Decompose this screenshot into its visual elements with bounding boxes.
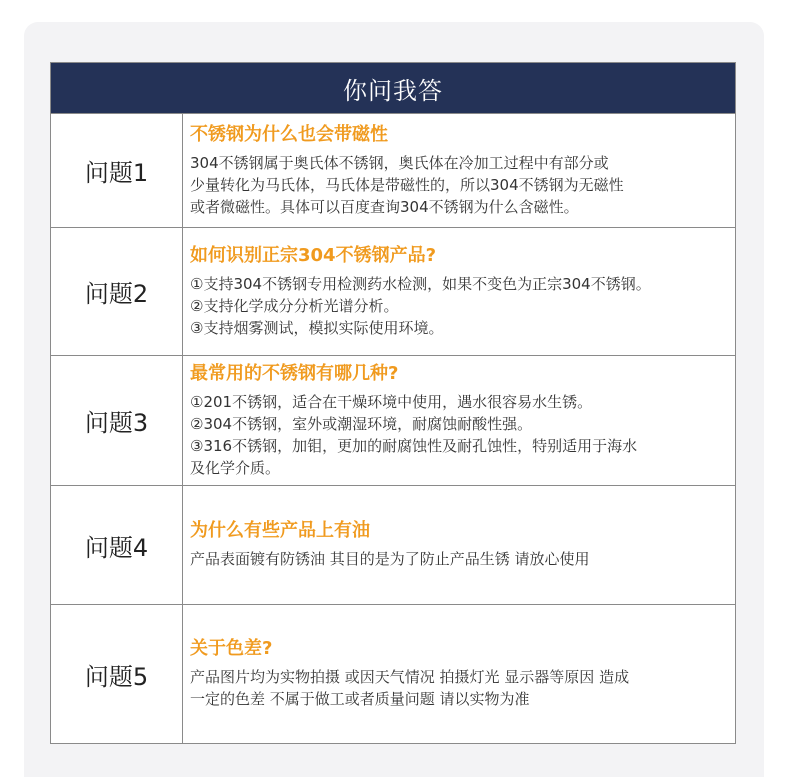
answer-line: ②304不锈钢，室外或潮湿环境，耐腐蚀耐酸性强。: [190, 414, 533, 433]
question-title-2: 如何识别正宗304不锈钢产品?: [190, 244, 437, 266]
answer-line: ③316不锈钢，加钼，更加的耐腐蚀性及耐孔蚀性，特别适用于海水: [190, 436, 638, 455]
answer-cell-1: [183, 114, 735, 227]
question-label-5: 问题5: [51, 605, 183, 743]
answer-line: ③支持烟雾测试，模拟实际使用环境。: [190, 318, 444, 337]
answer-line: 一定的色差 不属于做工或者质量问题 请以实物为准: [190, 690, 530, 708]
answer-line: ①支持304不锈钢专用检测药水检测，如果不变色为正宗304不锈钢。: [190, 274, 651, 293]
answer-cell-2: [183, 228, 735, 355]
answer-line: 及化学介质。: [190, 458, 281, 477]
answer-cell-5: [183, 605, 735, 743]
faq-header: [51, 63, 735, 113]
answer-cell-4: [183, 486, 735, 604]
faq-row-4: [51, 485, 735, 604]
question-title-5: 关于色差?: [190, 638, 273, 659]
question-title-1: 不锈钢为什么也会带磁性: [190, 123, 388, 145]
faq-row-5: [51, 604, 735, 743]
answer-line: 少量转化为马氏体，马氏体是带磁性的，所以304不锈钢为无磁性: [190, 175, 624, 194]
answer-line: 产品图片均为实物拍摄 或因天气情况 拍摄灯光 显示器等原因 造成: [190, 668, 630, 686]
question-title-3: 最常用的不锈钢有哪几种?: [190, 362, 399, 384]
faq-title: 你问我答: [343, 76, 443, 105]
faq-table: [50, 62, 736, 744]
answer-line: 产品表面镀有防锈油 其目的是为了防止产品生锈 请放心使用: [190, 550, 590, 568]
answer-line: ①201不锈钢，适合在干燥环境中使用，遇水很容易水生锈。: [190, 392, 593, 411]
question-label-1: 问题1: [51, 114, 183, 227]
faq-row-1: [51, 113, 735, 227]
answer-line: 304不锈钢属于奥氏体不锈钢，奥氏体在冷加工过程中有部分或: [190, 153, 609, 172]
faq-row-3: [51, 355, 735, 485]
answer-line: 或者微磁性。具体可以百度查询304不锈钢为什么含磁性。: [190, 197, 579, 216]
faq-row-2: [51, 227, 735, 355]
question-title-4: 为什么有些产品上有油: [190, 520, 370, 541]
question-label-4: 问题4: [51, 486, 183, 604]
answer-line: ②支持化学成分分析光谱分析。: [190, 296, 399, 315]
question-label-3: 问题3: [51, 356, 183, 485]
answer-cell-3: [183, 356, 735, 485]
question-label-2: 问题2: [51, 228, 183, 355]
